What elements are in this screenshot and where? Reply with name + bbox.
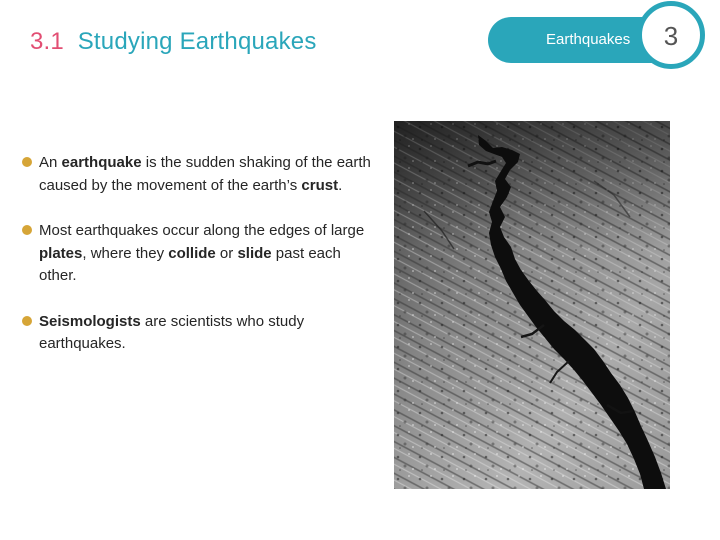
chapter-tab-label: Earthquakes [546,31,631,48]
bullet-list [22,152,372,379]
bullet-text: Most earthquakes occur along the edges of large [39,222,365,239]
bullet-text: are scientists who study earthquakes. [39,312,305,352]
section-title: Studying Earthquakes [77,28,317,55]
keyword-collide: collide [168,244,216,262]
bullet-text: , where they [82,244,169,262]
keyword-seismologists: Seismologists [39,312,141,330]
keyword-earthquake: earthquake [61,154,142,171]
bullet-text: An [39,154,62,171]
keyword-plates: plates [39,244,83,262]
chapter-number: 3 [663,21,679,51]
bullet-dot [22,157,32,167]
bullet-item [22,311,372,356]
bullet-text: or [215,244,238,262]
bullet-text: past each other. [39,244,341,284]
bullet-text: is the sudden shaking of the earth caused by the movement of the earth’s [39,154,371,194]
slide-title [30,28,317,56]
bullet-item [22,220,372,288]
keyword-crust: crust [301,176,339,194]
section-number: 3.1 [30,28,64,55]
bullet-item [22,152,372,197]
bullet-text: . [338,176,343,194]
keyword-slide: slide [237,244,272,262]
earthquake-crack-photo [394,121,670,489]
bullet-dot [22,225,32,235]
bullet-dot [22,316,32,326]
chapter-badge [637,1,705,69]
